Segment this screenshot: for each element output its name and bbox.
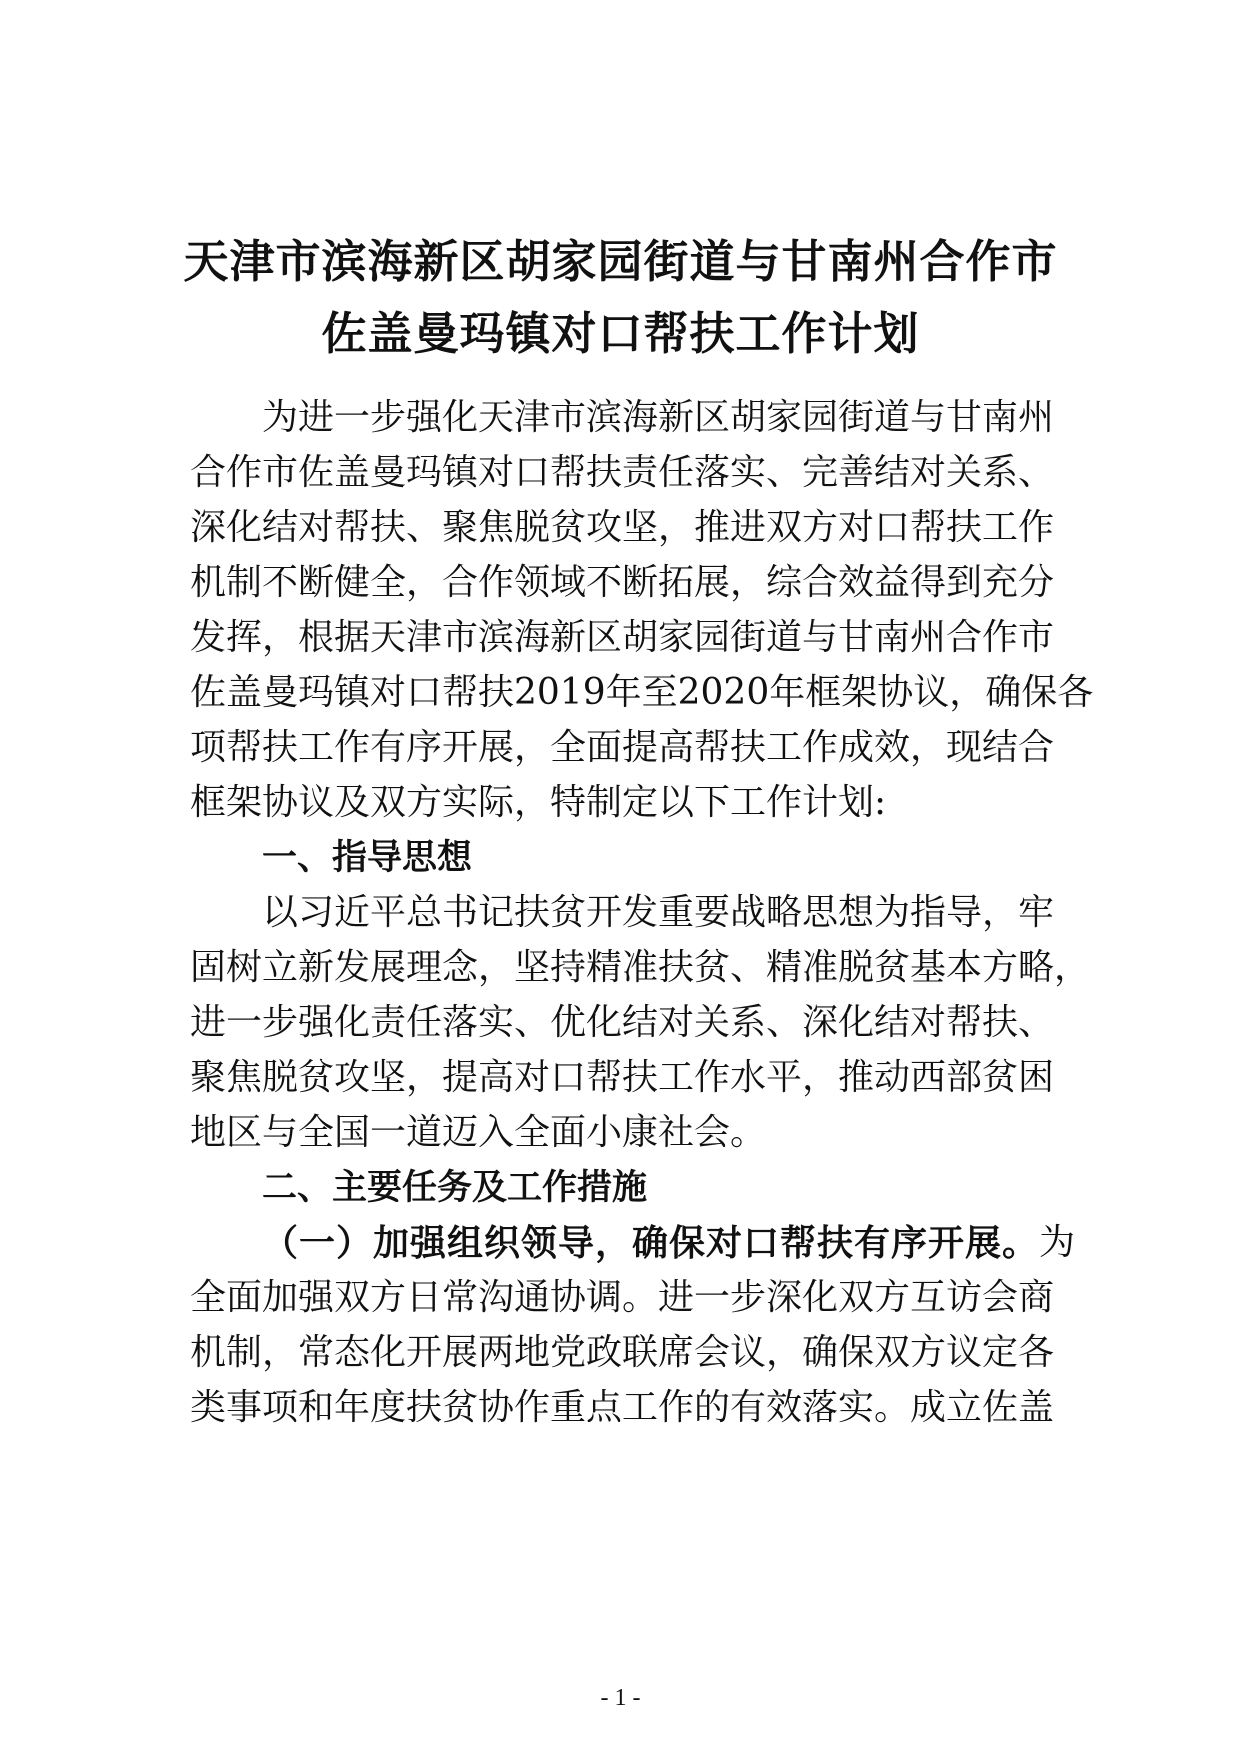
intro-line-6: 佐盖曼玛镇对口帮扶2019年至2020年框架协议，确保各 <box>190 672 1094 713</box>
subsection1-line-3: 机制，常态化开展两地党政联席会议，确保双方议定各 <box>190 1332 1055 1373</box>
intro-line-7: 项帮扶工作有序开展，全面提高帮扶工作成效，现结合 <box>190 727 1055 768</box>
intro-line-3: 深化结对帮扶、聚焦脱贫攻坚，推进双方对口帮扶工作 <box>190 507 1055 548</box>
intro-line-2: 合作市佐盖曼玛镇对口帮扶责任落实、完善结对关系、 <box>190 452 1055 493</box>
intro-line-5: 发挥，根据天津市滨海新区胡家园街道与甘南州合作市 <box>190 617 1055 658</box>
subsection1-line-2: 全面加强双方日常沟通协调。进一步深化双方互访会商 <box>190 1277 1055 1318</box>
section1-line-5: 地区与全国一道迈入全面小康社会。 <box>190 1112 767 1153</box>
subsection1-first-line-rest: 为 <box>1039 1222 1076 1263</box>
section1-line-3: 进一步强化责任落实、优化结对关系、深化结对帮扶、 <box>190 1002 1055 1043</box>
intro-line-1: 为进一步强化天津市滨海新区胡家园街道与甘南州 <box>262 397 1055 438</box>
section1-line-2: 固树立新发展理念，坚持精准扶贫、精准脱贫基本方略， <box>190 947 1091 988</box>
section-heading-guiding-ideology: 一、指导思想 <box>262 838 473 878</box>
document-title-line-2: 佐盖曼玛镇对口帮扶工作计划 <box>321 307 920 360</box>
subsection1-line-4: 类事项和年度扶贫协作重点工作的有效落实。成立佐盖 <box>190 1387 1055 1428</box>
page-number: - 1 - <box>600 1685 641 1711</box>
section1-line-1: 以习近平总书记扶贫开发重要战略思想为指导，牢 <box>262 892 1055 933</box>
section1-line-4: 聚焦脱贫攻坚，提高对口帮扶工作水平，推动西部贫困 <box>190 1057 1055 1098</box>
document-title-line-1: 天津市滨海新区胡家园街道与甘南州合作市 <box>183 235 1058 288</box>
section-heading-main-tasks: 二、主要任务及工作措施 <box>262 1168 648 1208</box>
intro-line-4: 机制不断健全，合作领域不断拓展，综合效益得到充分 <box>190 562 1055 603</box>
subsection1-bold-heading: （一）加强组织领导，确保对口帮扶有序开展。 <box>262 1222 1040 1264</box>
intro-line-8: 框架协议及双方实际，特制定以下工作计划: <box>190 782 887 823</box>
subsection1-first-line <box>262 1219 1076 1267</box>
